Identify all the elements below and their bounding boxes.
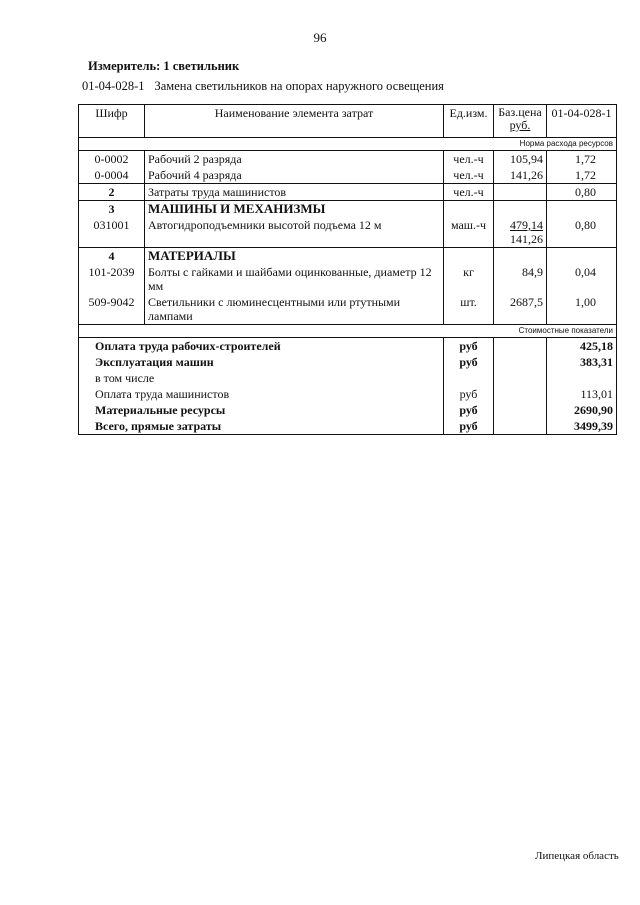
row-price: 84,9 [494, 264, 547, 294]
summary-row [79, 370, 617, 386]
col-unit-header: Ед.изм. [444, 105, 494, 138]
norm-caption: Норма расхода ресурсов [79, 138, 617, 151]
row-norm: 0,80 [547, 184, 617, 201]
section-row [79, 248, 617, 265]
row-unit: кг [444, 264, 494, 294]
summary-unit: руб [444, 402, 494, 418]
row-code: 0-0002 [79, 151, 145, 168]
summary-value: 383,31 [547, 354, 617, 370]
row-code: 101-2039 [79, 264, 145, 294]
row-price: 141,26 [494, 167, 547, 184]
summary-name: Материальные ресурсы [79, 402, 444, 418]
cost-caption-row [79, 325, 617, 338]
row-price: 2687,5 [494, 294, 547, 325]
region-footer: Липецкая область [535, 850, 619, 862]
norm-caption-row [79, 138, 617, 151]
row-name: Рабочий 2 разряда [145, 151, 444, 168]
row-norm: 0,04 [547, 264, 617, 294]
row-name: Болты с гайками и шайбами оцинкованные, диаметр 12 мм [145, 264, 444, 294]
summary-name: Оплата труда рабочих-строителей [79, 338, 444, 355]
row-norm: 1,72 [547, 167, 617, 184]
cost-caption: Стоимостные показатели [79, 325, 617, 338]
table-row [79, 264, 617, 294]
row-unit: чел.-ч [444, 184, 494, 201]
estimate-table [78, 104, 617, 435]
row-code: 0-0004 [79, 167, 145, 184]
summary-row [79, 386, 617, 402]
row-code: 509-9042 [79, 294, 145, 325]
table-row [79, 184, 617, 201]
row-price: 105,94 [494, 151, 547, 168]
summary-unit: руб [444, 354, 494, 370]
table-row [79, 151, 617, 168]
section-row [79, 201, 617, 218]
row-unit: маш.-ч [444, 217, 494, 248]
row-norm: 1,72 [547, 151, 617, 168]
section-title: МАШИНЫ И МЕХАНИЗМЫ [145, 201, 444, 218]
table-row [79, 294, 617, 325]
summary-row [79, 354, 617, 370]
summary-name: в том числе [79, 370, 444, 386]
summary-unit: руб [444, 338, 494, 355]
row-unit: чел.-ч [444, 167, 494, 184]
summary-row [79, 402, 617, 418]
section-title: МАТЕРИАЛЫ [145, 248, 444, 265]
table-row [79, 167, 617, 184]
row-code: 2 [79, 184, 145, 201]
section-code: 4 [79, 248, 145, 265]
table-header [79, 105, 617, 138]
table-row [79, 217, 617, 248]
summary-unit: руб [444, 418, 494, 435]
summary-name: Эксплуатация машин [79, 354, 444, 370]
summary-name: Оплата труда машинистов [79, 386, 444, 402]
row-unit: шт. [444, 294, 494, 325]
work-heading [82, 79, 444, 94]
row-name: Светильники с люминесцентными или ртутными лампами [145, 294, 444, 325]
work-title: Замена светильников на опорах наружного освещения [154, 79, 444, 93]
summary-value: 425,18 [547, 338, 617, 355]
row-name: Затраты труда машинистов [145, 184, 444, 201]
row-code: 031001 [79, 217, 145, 248]
row-name: Автогидроподъемники высотой подъема 12 м [145, 217, 444, 248]
col-norm-header: 01-04-028-1 [547, 105, 617, 138]
row-norm: 1,00 [547, 294, 617, 325]
summary-unit: руб [444, 386, 494, 402]
summary-name: Всего, прямые затраты [79, 418, 444, 435]
col-code-header: Шифр [79, 105, 145, 138]
row-name: Рабочий 4 разряда [145, 167, 444, 184]
page-number: 96 [313, 30, 327, 45]
col-price-header: Баз.цена руб. [494, 105, 547, 138]
row-norm: 0,80 [547, 217, 617, 248]
col-name-header: Наименование элемента затрат [145, 105, 444, 138]
row-unit: чел.-ч [444, 151, 494, 168]
summary-value: 3499,39 [547, 418, 617, 435]
summary-value: 113,01 [547, 386, 617, 402]
measure-heading: Измеритель: 1 светильник [88, 59, 240, 73]
work-code: 01-04-028-1 [82, 79, 145, 93]
summary-value: 2690,90 [547, 402, 617, 418]
summary-row [79, 338, 617, 355]
summary-row [79, 418, 617, 435]
section-code: 3 [79, 201, 145, 218]
row-price [494, 184, 547, 201]
row-price: 479,14 141,26 [494, 217, 547, 248]
